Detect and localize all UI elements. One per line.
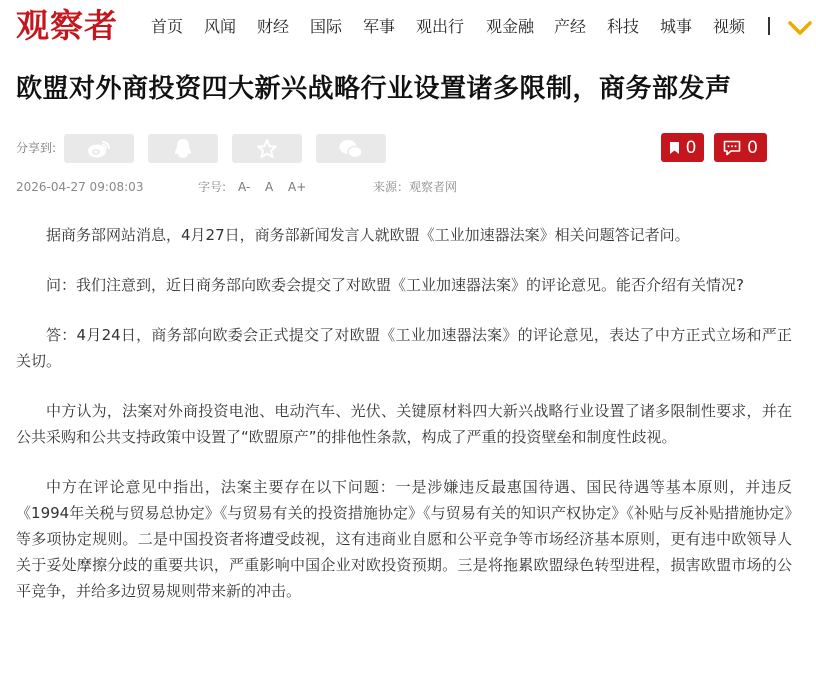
qzone-star-icon	[256, 138, 278, 160]
share-qzone-button[interactable]	[232, 134, 302, 163]
nav-item-tech[interactable]: 科技	[607, 17, 640, 36]
share-weibo-button[interactable]	[64, 134, 134, 163]
nav-item-city[interactable]: 城事	[660, 17, 693, 36]
bookmark-button[interactable]	[661, 133, 704, 162]
article-paragraph: 中方在评论意见中指出，法案主要存在以下问题：一是涉嫌违反最惠国待遇、国民待遇等基本原则，并违反《1994年关税与贸易总协定》《与贸易有关的投资措施协定》《与贸易有关的知识产权协定》《补贴与反补贴措施协定》等多项协定规则。二是中国投资者将遭受歧视，这有违商业自愿和公平竞争等市场经济基本原则，更有违中欧领导人关于妥处摩擦分歧的重要共识，严重影响中国企业对欧投资预期。三是将拖累欧盟绿色转型进程，损害欧盟市场的公平竞争，并给多边贸易规则带来新的冲击。	[16, 478, 792, 600]
article-paragraph: 答：4月24日，商务部向欧委会正式提交了对欧盟《工业加速器法案》的评论意见，表达了中方正式立场和严正关切。	[16, 326, 792, 370]
nav-item-finance-watch[interactable]: 观金融	[486, 17, 535, 36]
site-logo[interactable]: 观察者	[16, 6, 118, 45]
nav-item-industry[interactable]: 产经	[554, 17, 587, 36]
publish-date: 2026-04-27 09:08:03	[16, 180, 144, 194]
nav-item-home[interactable]: 首页	[151, 17, 184, 36]
article-paragraph: 问：我们注意到，近日商务部向欧委会提交了对欧盟《工业加速器法案》的评论意见。能否介绍有关情况?	[46, 276, 744, 294]
article-title: 欧盟对外商投资四大新兴战略行业设置诸多限制，商务部发声	[16, 74, 732, 104]
article-source: 来源：观察者网	[373, 180, 458, 194]
font-decrease-button[interactable]: A-	[238, 180, 251, 194]
wechat-icon	[338, 138, 364, 160]
chevron-down-icon[interactable]	[788, 20, 812, 36]
top-navigation-bar	[0, 0, 816, 55]
share-qq-button[interactable]	[148, 134, 218, 163]
nav-item-fengwen[interactable]: 风闻	[204, 17, 237, 36]
font-normal-button[interactable]: A	[265, 180, 274, 194]
comment-icon	[723, 140, 741, 156]
article-paragraph: 中方认为，法案对外商投资电池、电动汽车、光伏、关键原材料四大新兴战略行业设置了诸多限制性要求，并在公共采购和公共支持政策中设置了“欧盟原产”的排他性条款，构成了严重的投资壁垒和制度性歧视。	[16, 402, 792, 446]
bookmark-count: 0	[685, 137, 697, 158]
article-paragraph: 据商务部网站消息，4月27日，商务部新闻发言人就欧盟《工业加速器法案》相关问题答记者问。	[46, 226, 690, 244]
comment-button[interactable]	[714, 133, 767, 162]
share-wechat-button[interactable]	[316, 134, 386, 163]
nav-item-international[interactable]: 国际	[310, 17, 343, 36]
nav-divider	[768, 17, 770, 35]
nav-item-video[interactable]: 视频	[713, 17, 746, 36]
font-size-label: 字号:	[198, 180, 227, 194]
qq-icon	[173, 138, 193, 160]
nav-item-finance[interactable]: 财经	[257, 17, 290, 36]
weibo-icon	[86, 139, 112, 159]
font-increase-button[interactable]: A+	[288, 180, 307, 194]
article-body	[16, 222, 792, 628]
nav-item-military[interactable]: 军事	[363, 17, 396, 36]
share-label: 分享到:	[16, 141, 57, 155]
bookmark-icon	[669, 141, 680, 155]
nav-item-travel[interactable]: 观出行	[416, 17, 465, 36]
comment-count: 0	[747, 137, 758, 158]
